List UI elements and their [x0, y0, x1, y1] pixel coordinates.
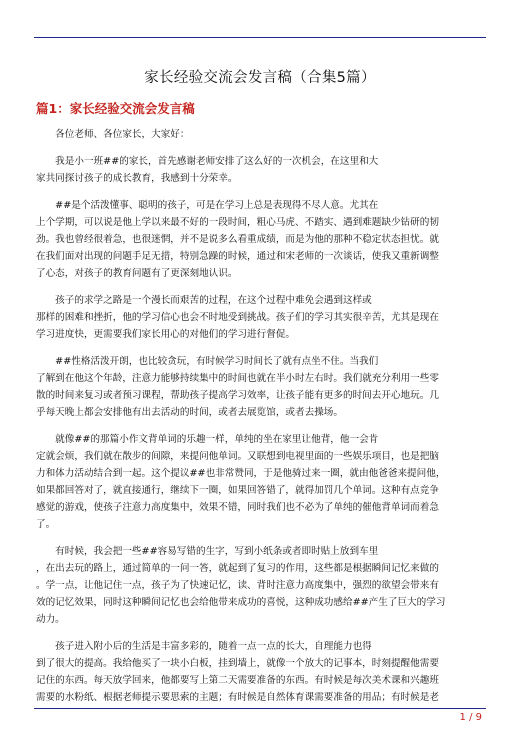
- paragraph-greeting: [36, 126, 484, 143]
- text-line: 效的记忆效果，同时这种瞬间记忆也会给他带来成功的喜悦，这种成功感给##产生了巨大的学习: [36, 597, 446, 608]
- text-line: 就像##的那篇小作文背单词的乐趣一样，单纯的坐在家里让他背，他一会肯: [36, 434, 379, 445]
- document-title: 家长经验交流会发言稿（合集5篇）: [144, 70, 376, 86]
- paragraph-learning-path: [36, 292, 484, 343]
- text-line: 力和体力活动结合到一起。这个提议##也非常赞同，于是他骑过来一圈，就由他爸爸来提问他，: [36, 468, 446, 479]
- page-number: 1 / 9: [459, 712, 482, 723]
- text-line: 在我们面对出现的问题手足无措，特别急躁的时候，通过和宋老师的一次谈话，使我又重新调整: [36, 251, 439, 262]
- text-line: 各位老师、各位家长，大家好：: [36, 129, 190, 140]
- text-line: 到了很大的提高。我给他买了一块小白板，挂到墙上，就像一个放大的记事本，时刻提醒他需要: [36, 658, 439, 669]
- text-line: 。学一点，让他记住一点，孩子为了快速记忆，读、背时注意力高度集中，强烈的欲望会带来有: [36, 580, 439, 591]
- text-line: 有时候，我会把一些##容易写错的生字，写到小纸条或者即时贴上放到车里: [36, 546, 379, 557]
- paragraph-intro: [36, 153, 484, 187]
- text-line: 了解到在他这个年龄，注意力能够持续集中的时间也就在半小时左右时。我们就充分利用一些零: [36, 373, 439, 384]
- text-line: ##是个活泼懂事、聪明的孩子，可是在学习上总是表现得不尽人意。尤其在: [36, 200, 379, 211]
- paragraph-memory: [36, 543, 484, 628]
- text-line: 乎每天晚上都会安排他有出去活动的时间，或者去展览馆，或者去操场。: [36, 407, 343, 418]
- text-line: 孩子进入附小后的生活是丰富多彩的，随着一点一点的长大，自理能力也得: [36, 641, 372, 652]
- text-line: 定就会烦，我们就在散步的间隙，来提问他单词。又联想到电视里面的一些娱乐项目，也是把脑: [36, 451, 439, 462]
- document-body: [36, 126, 484, 706]
- text-line: 那样的困难和挫折，他的学习信心也会不时地受到挑战。孩子们的学习其实很辛苦，尤其是现在: [36, 312, 439, 323]
- paragraph-child-description: [36, 197, 484, 282]
- text-line: 散的时间来复习或者预习课程，帮助孩子提高学习效率，让孩子能有更多的时间去开心地玩。几: [36, 390, 439, 401]
- section-heading: 篇1：家长经验交流会发言稿: [36, 101, 195, 116]
- text-line: 家共同探讨孩子的成长教育，我感到十分荣幸。: [36, 173, 238, 184]
- text-line: 动力。: [36, 614, 65, 625]
- paragraph-personality: [36, 353, 484, 421]
- text-line: 记住的东西。每天放学回来，他都要写上第二天需要准备的东西。有时候是每次美术课和兴趣班: [36, 675, 439, 686]
- text-line: 了。: [36, 519, 56, 530]
- text-line: 了心态，对孩子的教育问题有了更深刻地认识。: [36, 268, 238, 279]
- paragraph-vocabulary-game: [36, 431, 484, 533]
- text-line: 学习进度快，更需要我们家长用心的对他们的学习进行督促。: [36, 329, 296, 340]
- text-line: 劲。我也曾经很着急，也很迷惘，并不是说多么看重成绩，而是为他的那种不稳定状态担忧。就: [36, 234, 439, 245]
- text-line: 如果都回答对了，就直接通行，继续下一圈，如果回答错了，就得加罚几个单词。这种有点竞争: [36, 485, 439, 496]
- text-line: 感觉的游戏，使孩子注意力高度集中，效果不错，同时我们也不必为了单纯的催他背单词而着急: [36, 502, 439, 513]
- text-line: 我是小一班##的家长，首先感谢老师安排了这么好的一次机会，在这里和大: [36, 156, 379, 167]
- text-line: 孩子的求学之路是一个漫长而艰苦的过程，在这个过程中难免会遇到这样或: [36, 295, 372, 306]
- text-line: 上个学期，可以说是他上学以来最不好的一段时间，粗心马虎、不踏实、遇到难题缺少钻研的韧: [36, 217, 439, 228]
- text-line: 需要的水粉纸、根据老师提示要思索的主题；有时候是自然体育课需要准备的用品；有时候是老: [36, 692, 439, 703]
- text-line: ，在出去玩的路上，通过简单的一问一答，就起到了复习的作用，这些都是根据瞬间记忆来做的: [36, 563, 439, 574]
- top-rule: [34, 37, 486, 38]
- paragraph-self-care: [36, 638, 484, 706]
- text-line: ##性格活泼开朗，也比较贪玩，有时候学习时间长了就有点坐不住。当我们: [36, 356, 379, 367]
- bottom-rule: [34, 708, 486, 709]
